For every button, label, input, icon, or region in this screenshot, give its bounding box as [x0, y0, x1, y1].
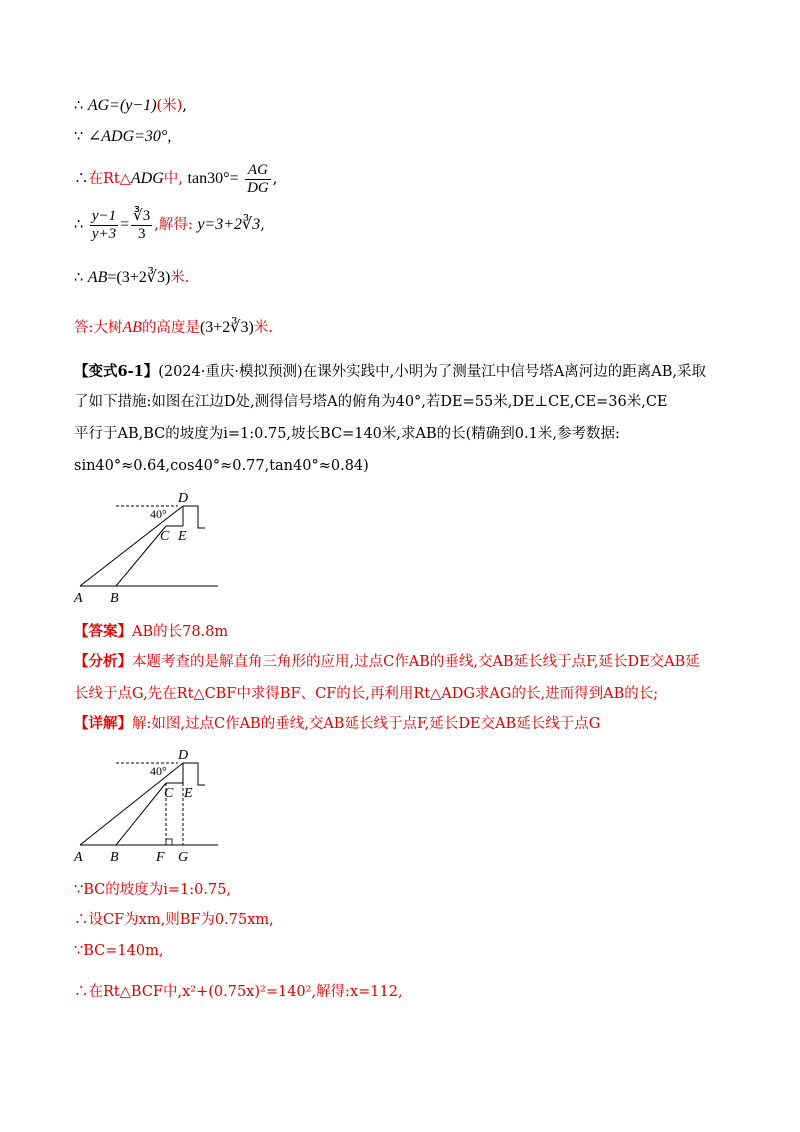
label-b: B [110, 850, 119, 865]
label-angle: 40° [150, 507, 167, 521]
label-e: E [184, 786, 193, 801]
figure-2 [70, 745, 230, 870]
line-ad [80, 506, 183, 586]
line-bc [116, 526, 166, 586]
label-a: A [74, 850, 83, 865]
label-d: D [178, 748, 189, 763]
label-b: B [110, 591, 119, 606]
problem-line-2: 了如下措施:如图在江边D处,测得信号塔A的俯角为40°,若DE=55米,DE⊥CE,CE=36米,CE [74, 394, 668, 410]
solution-line-5: ∴ AB=(3+2∛3)米. [74, 269, 190, 286]
fraction-y: $\frac{y-1}{y+3}$ [91, 207, 117, 242]
platform-outline [183, 506, 205, 528]
label-f: F [156, 850, 165, 865]
right-angle-mark [166, 839, 172, 845]
label-a: A [74, 591, 83, 606]
platform-outline [183, 763, 205, 785]
solution-line-4: ∴ $\frac{y-1}{y+3}$ = $\frac{∛3}{3}$ ,解得: y=3+2∛3, [74, 207, 265, 242]
analysis-line-2: 长线于点G,先在Rt△CBF中求得BF、CF的长,再利用Rt△ADG求AG的长,进而得到AB的长; [74, 686, 659, 702]
line-bc [116, 783, 166, 845]
solution-line-2: ∵ ∠ADG=30°, [74, 128, 172, 145]
step-1: ∵BC的坡度为i=1:0.75, [74, 882, 232, 898]
label-d: D [178, 491, 189, 506]
fraction-root: $\frac{∛3}{3}$ [133, 207, 151, 242]
step-4: ∴在Rt△BCF中,x²+(0.75x)²=140²,解得:x=112, [74, 984, 403, 1000]
label-c: C [160, 529, 170, 544]
problem-line-1: 【变式6-1】(2024·重庆·模拟预测)在课外实践中,小明为了测量江中信号塔A离河边的距离AB,采取 [74, 363, 706, 380]
answer-line: 答:大树AB的高度是(3+2∛3)米. [74, 319, 273, 336]
step-2: ∴设CF为xm,则BF为0.75xm, [74, 912, 274, 928]
line-ad [80, 763, 183, 845]
fraction-ag-dg: $\frac{AG}{DG}$ [247, 161, 269, 196]
step-3: ∵BC=140m, [74, 943, 164, 959]
label-e: E [178, 529, 187, 544]
label-c: C [164, 786, 174, 801]
solution-line-1: ∴ AG=(y−1)(米), [74, 97, 187, 114]
analysis-line-1: 【分析】本题考查的是解直角三角形的应用,过点C作AB的垂线,交AB延长线于点F,延长DE交AB延 [74, 653, 700, 670]
label-angle: 40° [150, 764, 167, 778]
answer-block: 【答案】AB的长78.8m [74, 623, 229, 640]
label-g: G [178, 850, 189, 865]
problem-line-3: 平行于AB,BC的坡度为i=1:0.75,坡长BC=140米,求AB的长(精确到0.1米,参考数据: [74, 426, 620, 442]
problem-line-4: sin40°≈0.64,cos40°≈0.77,tan40°≈0.84) [74, 458, 369, 474]
solution-line-3: ∴在Rt△ADG中, tan30°= $\frac{AG}{DG}$ , [74, 161, 278, 196]
detail-line: 【详解】解:如图,过点C作AB的垂线,交AB延长线于点F,延长DE交AB延长线于点G [74, 715, 601, 732]
figure-1 [70, 488, 230, 608]
